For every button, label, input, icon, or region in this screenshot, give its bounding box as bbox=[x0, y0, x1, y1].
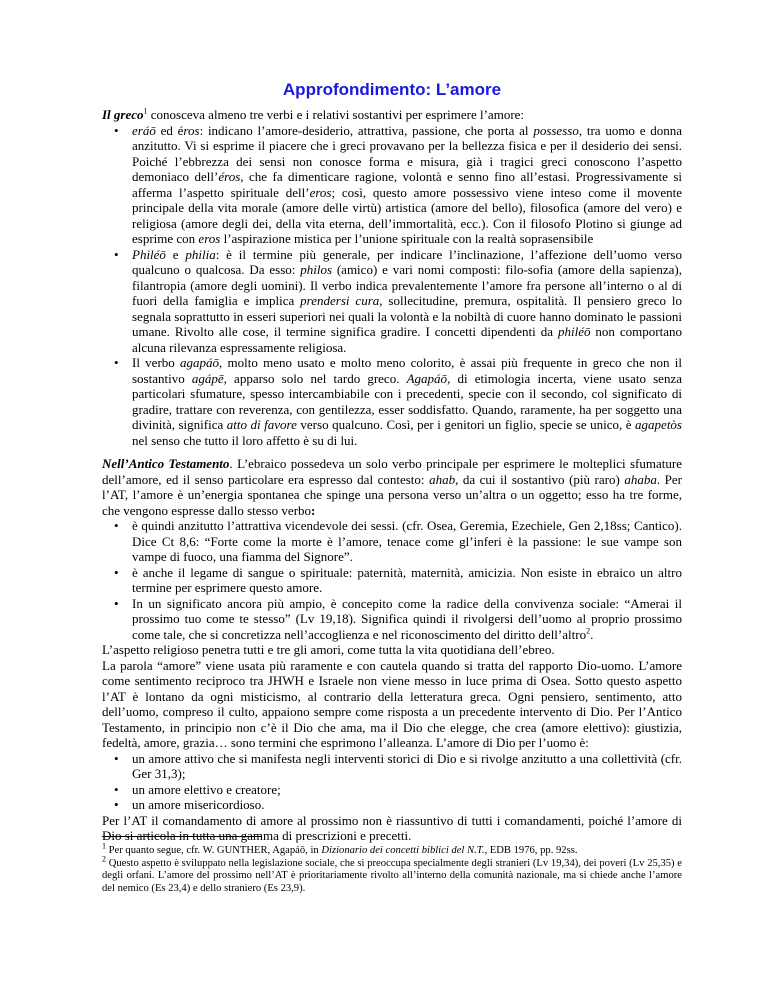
greek-label: Il greco bbox=[102, 107, 144, 122]
italic-term: philos bbox=[300, 262, 333, 277]
god-love-list bbox=[102, 751, 682, 813]
ot-love-forms-list bbox=[102, 518, 682, 642]
greek-intro-text: conosceva almeno tre verbi e i relativi sostantivi per esprimere l’amore: bbox=[147, 107, 525, 122]
italic-term: Agapáō bbox=[406, 370, 448, 386]
footnote-1 bbox=[102, 841, 682, 858]
text-run: , di etimologia incerta, viene usato senza particolari sfumature, spesso intercambiabile con i precedenti, specie con il secondo, col significato di gradire, trattare con reverenza, con gentilezza, esser soddisfatto. Quando, raramente, ha per soggetto una divinità, significa bbox=[132, 370, 682, 432]
italic-term: Dizionario dei concetti biblici del N.T. bbox=[321, 845, 485, 856]
text-run: , tra uomo e donna anzitutto. Vi si esprime il piacere che i greci provavano per la bellezza fisica e per il desiderio dei sensi. Poiché l’ebbrezza dei sensi non conosce forma e misura, già i tragici greci conoscono l’aspetto demoniaco dell’ bbox=[132, 122, 682, 184]
italic-term: eros bbox=[309, 184, 332, 200]
text-run: (amico) e vari nomi composti: filo-sofia (amore della sapienza), filantropia (amore degli uomini). Il verbo indica prevalentemente l’amore fra persone all’interno o al di fuori della famiglia e implica bbox=[132, 262, 682, 308]
italic-term: possesso bbox=[533, 122, 579, 138]
ot-paragraph-1: L’aspetto religioso penetra tutti e tre gli amori, come tutta la vita quotidiana dell’ebreo. bbox=[102, 642, 555, 657]
text-run: Questo aspetto è sviluppato nella legislazione sociale, che si preoccupa specialmente degli stranieri (Lv 19,34), dei poveri (Lv 25,35) e degli orfani. L’amore del prossimo nell’AT è prioritariamente rivolto all’interno della comunità nazionale, ma si chiede anche l’amore del nemico (Es 23,4) e dello straniero (Es 23,9). bbox=[102, 857, 682, 894]
text-run: , molto meno usato e molto meno colorito, è assai più frequente in greco che non il sostantivo bbox=[132, 355, 682, 386]
text-run: : bbox=[311, 502, 316, 518]
footnote-text bbox=[102, 858, 682, 894]
document-body bbox=[102, 107, 682, 844]
text-run: , apparso solo nel tardo greco. bbox=[223, 370, 407, 386]
text-run: l’aspirazione mistica per l’unione spirituale con la realtà soprasensibile bbox=[220, 231, 594, 246]
italic-term: agápē bbox=[191, 370, 224, 386]
greek-verbs-list bbox=[102, 123, 682, 449]
text-run: . L’ebraico possedeva un solo verbo principale per esprimere le molteplici sfumature dell’amore, ed il senso particolare era espresso dal contesto: bbox=[102, 456, 682, 487]
footnote-2 bbox=[102, 853, 682, 896]
footnote-ref[interactable]: 2 bbox=[586, 626, 591, 636]
text-run: è quindi anzitutto l’attrattiva vicendevole dei sessi. (cfr. Osea, Geremia, Ezechiele, Gen 2,18ss; Cantico). Dice Ct 8,6: “Forte come la morte è l’amore, tenace come gl’inferi è la passione: le sue vampe son vampe di fuoco, una fiamma del Signore”. bbox=[132, 518, 682, 564]
text-run: . bbox=[590, 626, 594, 642]
text-run: , sollecitudine, premura, ospitalità. Il pensiero greco lo segnala soprattutto in esseri superiori nei quali la volontà e la nobiltà di cuore hanno dominato le passioni umane. Rivolto alle cose, il termine significa gradire. I concetti dipendenti da bbox=[132, 293, 683, 339]
ot-love-form-1 bbox=[102, 518, 682, 565]
italic-term: ahab bbox=[429, 471, 456, 487]
italic-term: prendersi cura bbox=[300, 293, 380, 308]
text-run: nel senso che tutto il loro affetto è su di lui. bbox=[132, 432, 358, 448]
italic-term: agapáō bbox=[180, 355, 220, 370]
footnote-ref-1[interactable]: 1 bbox=[143, 106, 148, 116]
ot-paragraph-2: La parola “amore” viene usata più raramente e con cautela quando si tratta del rapporto Dio-uomo. L’amore come sentimento reciproco tra JHWH e Israele non viene messo in luce prima di Osea. Sotto questo aspetto l’AT è lontano da ogni misticismo, al contrario della letteratura greca. Ogni pensiero, sentimento, atto dell’uomo, compreso il culto, appaiono sempre come risposta a un precedente intervento di Dio. Per l’Antico Testamento, in principio non c’è il Dio che ama, ma il Dio che elegge, che crea (amore elettivo): giustizia, fedeltà, amore, grazia… sono termini che esprimono l’alleanza. L’amore di Dio per l’uomo è: bbox=[102, 657, 682, 750]
ot-intro bbox=[102, 456, 682, 518]
text-run: , da cui il sostantivo (più raro) bbox=[455, 471, 625, 487]
text-run: In un significato ancora più ampio, è concepito come la radice della convivenza sociale: “Amerai il prossimo tuo come te stesso” (Lv 19,18). Significa quindi il rivolgersi dell’uomo al proprio prossimo come tale, che si concretizza nell’accoglienza e nel riconoscimento del diritto dell’altro bbox=[132, 595, 682, 642]
italic-term: eráō bbox=[132, 122, 156, 138]
text-run: Il verbo bbox=[132, 355, 181, 370]
italic-term: ahaba bbox=[624, 471, 657, 487]
greek-intro bbox=[102, 107, 682, 123]
text-run: ; così, questo amore possessivo viene inteso come il movente principale della vita morale (amore delle virtù) artistica (amore del bello), filosofica (amore del vero) e religiosa (amore degli dei, della vita eterna, dell’immortalità, ecc.). Con il filosofo Plotino si giunge ad esprime con bbox=[132, 184, 682, 246]
text-run: : è il termine più generale, per indicare l’inclinazione, l’affezione dell’uomo verso qualcuno o qualcosa. Da esso: bbox=[132, 246, 682, 277]
ot-paragraph-3: Per l’AT il comandamento di amore al prossimo non è riassuntivo di tutti i comandamenti, poiché l’amore di Dio si articola in tutta una gamma di prescrizioni e precetti. bbox=[102, 812, 682, 843]
text-run: non comportano alcuna rilevanza espressamente religiosa. bbox=[132, 324, 682, 355]
footnotes bbox=[102, 841, 682, 895]
ot-love-form-2 bbox=[102, 565, 682, 596]
text-run: verso qualcuno. Così, per i genitori un figlio, specie se unico, è bbox=[296, 417, 636, 432]
italic-term: Philéō bbox=[132, 246, 166, 262]
italic-term: philéō bbox=[557, 324, 591, 339]
text-run: ed é bbox=[155, 122, 184, 138]
footnote-number: 2 bbox=[102, 853, 106, 863]
ot-label: Nell’Antico Testamento bbox=[102, 456, 230, 471]
text-run: , EDB 1976, pp. 92ss. bbox=[484, 845, 578, 856]
greek-verb-eros bbox=[102, 123, 682, 247]
text-run: : indicano l’amore-desiderio, attrattiva, passione, che porta al bbox=[199, 122, 534, 138]
footnote-text bbox=[106, 845, 577, 856]
text-run: , che fa dimenticare ragione, volontà e senno fino all’estasi. Progressivamente si afferma l’aspetto spirituale dell’ bbox=[132, 169, 683, 200]
italic-term: éros bbox=[218, 169, 241, 184]
text-run: Per quanto segue, cfr. W. GUNTHER, Agapáō, in bbox=[106, 845, 322, 856]
footnote-divider bbox=[102, 836, 262, 837]
god-love-item-3: • un amore misericordioso. bbox=[102, 797, 682, 813]
text-run: e bbox=[165, 246, 186, 262]
greek-verb-phileo bbox=[102, 247, 682, 356]
god-love-item-2: • un amore elettivo e creatore; bbox=[102, 782, 682, 798]
footnote-number: 1 bbox=[102, 841, 106, 851]
god-love-item-1: • un amore attivo che si manifesta negli interventi storici di Dio e si rivolge anzitutto a una collettività (cfr. Ger 31,3); bbox=[102, 751, 682, 782]
italic-term: philia bbox=[185, 246, 216, 262]
greek-verb-agapao bbox=[102, 355, 682, 448]
page-title: Approfondimento: L’amore bbox=[282, 80, 502, 99]
ot-love-form-3 bbox=[102, 596, 682, 643]
italic-term: eros bbox=[198, 231, 221, 246]
italic-term: ros bbox=[183, 122, 200, 138]
italic-term: agapetòs bbox=[635, 417, 682, 432]
text-run: è anche il legame di sangue o spirituale: paternità, maternità, amicizia. Non esiste in ebraico un altro termine per esprimere questo amore. bbox=[132, 564, 682, 595]
text-run: . Per l’AT, l’amore è un’energia spontanea che spinge una persona verso un’altra o un oggetto; esso ha tre forme, che vengono espresse dallo stesso verbo bbox=[102, 471, 682, 518]
italic-term: atto di favore bbox=[226, 417, 297, 432]
